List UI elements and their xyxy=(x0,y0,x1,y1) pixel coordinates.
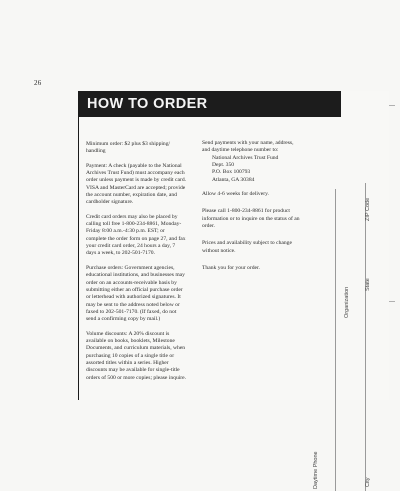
right-column xyxy=(202,140,302,279)
form-edge-mark xyxy=(389,301,395,302)
organization-label: Organization xyxy=(344,286,350,318)
order-form-edge xyxy=(311,179,389,491)
city-label: City xyxy=(365,477,371,487)
heading-banner xyxy=(79,91,341,117)
payment-paragraph: Payment: A check (payable to the National Archives Trust Fund) must accompany each order unless payment is made by credit card. VISA and MasterCard are accepted; provide the account number, expiration date, and cardholder signature. xyxy=(86,162,187,206)
form-divider xyxy=(365,183,366,491)
address-line: National Archives Trust Fund xyxy=(212,154,279,161)
daytime-phone-label: Daytime Phone xyxy=(313,451,319,489)
purchase-orders-paragraph: Purchase orders: Government agencies, educational institutions, and businesses may order on an accounts-receivable basis by submitting either an official purchase order or letterhead with authorized signatures. It may be sent to the address noted below or faxed to 202-501-7170. (If faxed, do not send a confirming copy by mail.) xyxy=(86,264,185,323)
address-line: Dept. 350 xyxy=(212,162,235,169)
order-panel xyxy=(78,91,389,489)
address-line: P.O. Box 100793 xyxy=(212,169,251,176)
send-payments-intro: Send payments with your name, address, and daytime telephone number to: xyxy=(202,140,294,154)
page-heading: HOW TO ORDER xyxy=(87,96,208,112)
state-label: State xyxy=(365,278,371,291)
form-divider xyxy=(335,189,336,491)
prices-note: Prices and availability subject to change without notice. xyxy=(202,240,292,254)
page-number: 26 xyxy=(34,79,42,87)
volume-discounts-paragraph: Volume discounts: A 20% discount is available on books, booklets, Milestone Documents, and curriculum materials, when purchasing 10 copies of a single title or assorted titles within a series. Higher discounts may be available for single-title orders of 500 or more copies; please inquire. xyxy=(86,330,187,381)
delivery-note: Allow 4-6 weeks for delivery. xyxy=(202,191,269,198)
zip-code-label: ZIP Code xyxy=(365,197,371,221)
thank-you-note: Thank you for your order. xyxy=(202,265,260,272)
mailing-address xyxy=(212,155,302,184)
form-edge-mark xyxy=(389,105,395,106)
contact-note: Please call 1-800-234-8861 for product information or to inquire on the status of an order. xyxy=(202,208,300,230)
left-column xyxy=(86,141,202,389)
minimum-order-paragraph: Minimum order: $2 plus $3 shipping/ handling xyxy=(86,141,171,155)
address-line: Atlanta, GA 30384 xyxy=(212,176,255,183)
credit-card-paragraph: Credit card orders may also be placed by calling toll free 1-800-234-8861, Monday- Friday 8:00 a.m.-4:30 p.m. EST; or complete the order form on page 27, and fax your credit card order, 24 hours a day, 7 days a week, to 202-501-7170. xyxy=(86,213,186,257)
